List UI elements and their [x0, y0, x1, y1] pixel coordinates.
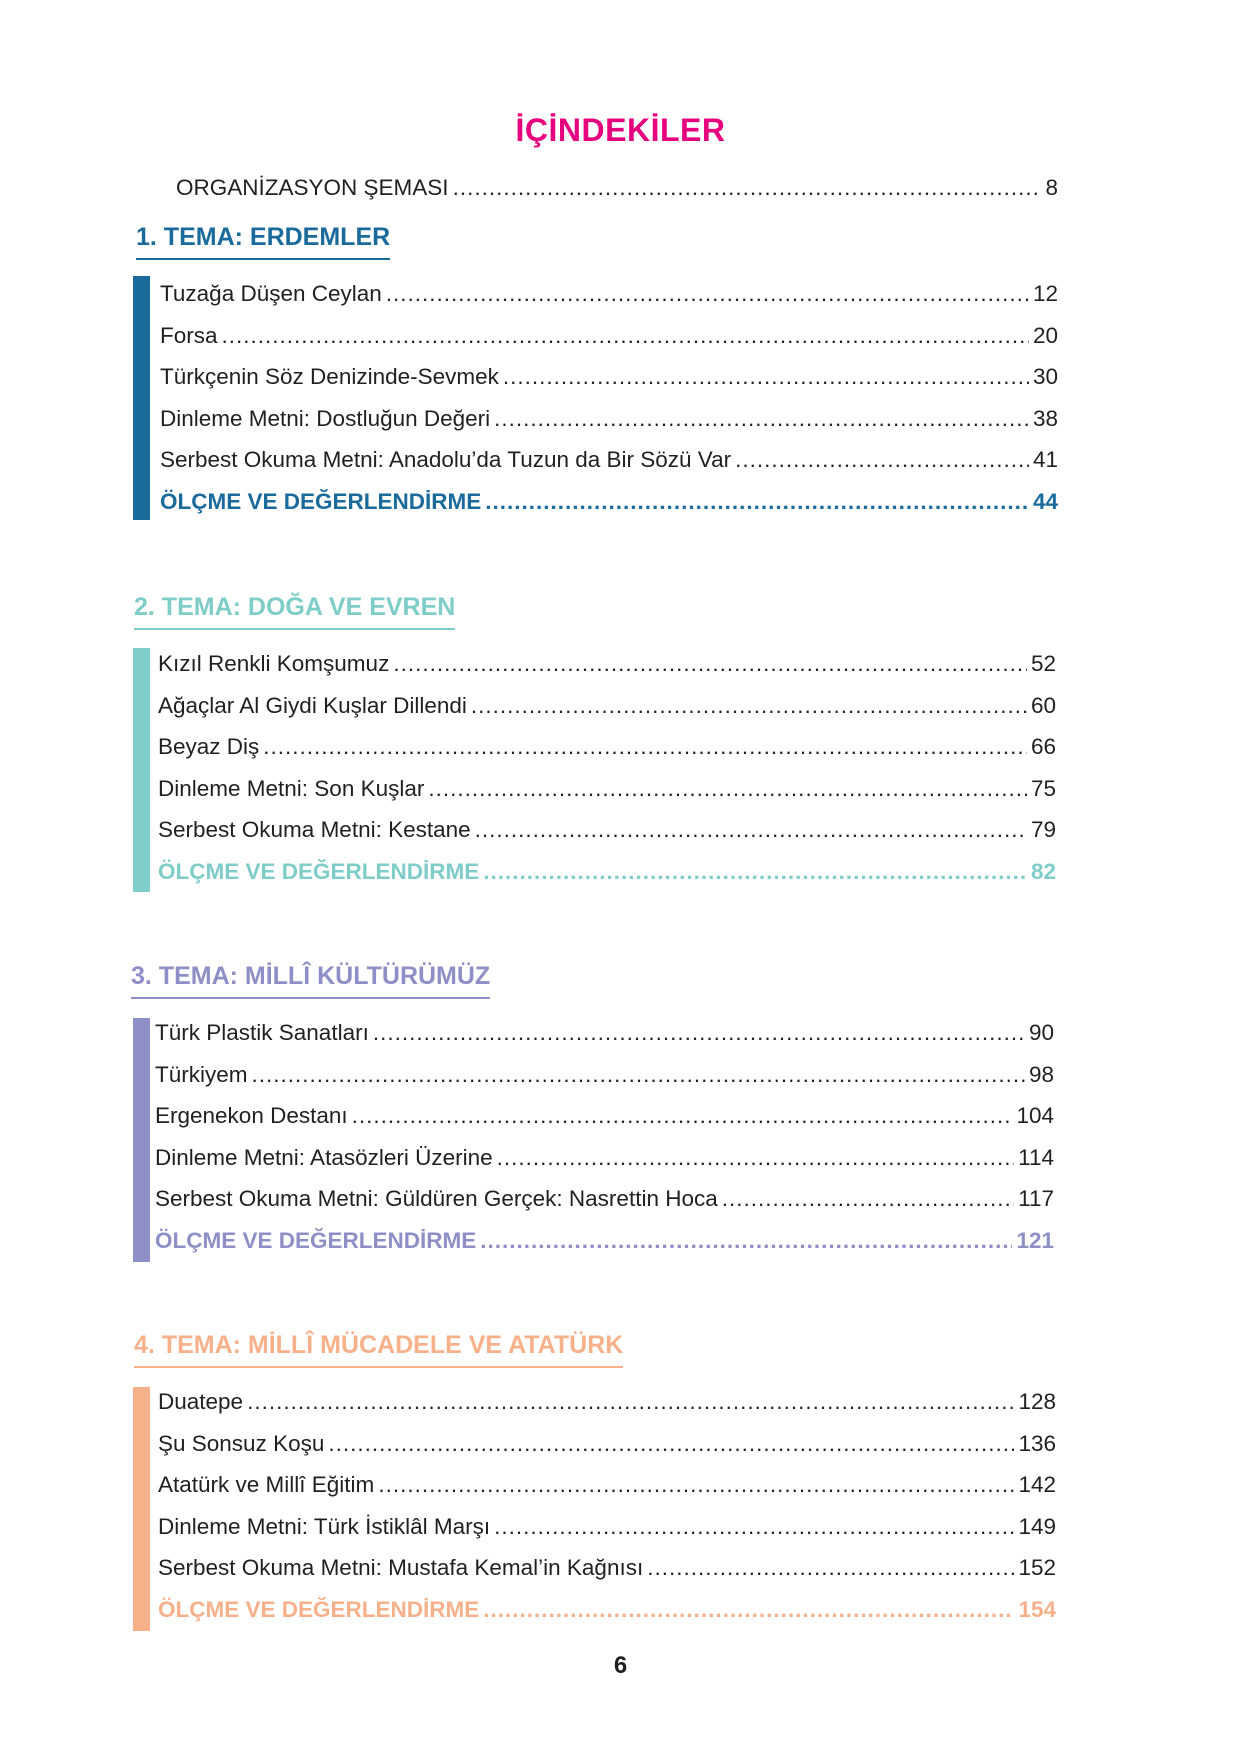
dot-leader: [483, 1595, 1014, 1625]
dot-leader: [494, 404, 1029, 434]
theme-color-bar: [133, 1387, 150, 1631]
toc-entry-label: Dinleme Metni: Son Kuşlar: [158, 775, 425, 801]
toc-entry-page: 117: [1018, 1186, 1054, 1212]
toc-entry-page: 30: [1032, 364, 1058, 390]
toc-entry-page: 142: [1018, 1472, 1056, 1498]
toc-entry-label: Türkçenin Söz Denizinde-Sevmek: [160, 364, 499, 390]
toc-entry[interactable]: [158, 815, 1056, 845]
toc-entry-assessment[interactable]: [160, 487, 1058, 517]
toc-entry-page: 79: [1030, 817, 1056, 843]
toc-entry-page: 154: [1018, 1597, 1056, 1622]
toc-entry-label: Serbest Okuma Metni: Kestane: [158, 817, 471, 843]
dot-leader: [475, 815, 1027, 845]
toc-entry[interactable]: [158, 691, 1056, 721]
theme-heading[interactable]: 4. TEMA: MİLLÎ MÜCADELE VE ATATÜRK: [134, 1331, 623, 1368]
toc-entry-label: Serbest Okuma Metni: Güldüren Gerçek: Nasrettin Hoca: [155, 1186, 718, 1212]
toc-entry-page: 128: [1018, 1389, 1056, 1414]
toc-entry-page: 41: [1032, 447, 1058, 473]
toc-entry-label: Duatepe: [158, 1389, 244, 1414]
dot-leader: [497, 1143, 1014, 1173]
toc-entry-label: Ergenekon Destanı: [155, 1103, 348, 1129]
toc-entry[interactable]: [160, 404, 1058, 434]
toc-entry[interactable]: [160, 445, 1058, 475]
dot-leader: [485, 487, 1029, 517]
toc-entry[interactable]: [158, 774, 1056, 804]
toc-entry-page: 38: [1032, 405, 1058, 431]
toc-entry-page: 136: [1018, 1430, 1056, 1456]
toc-entry[interactable]: [155, 1184, 1054, 1214]
toc-entry-label: Ağaçlar Al Giydi Kuşlar Dillendi: [158, 692, 467, 718]
dot-leader: [483, 857, 1027, 887]
toc-entry-organization[interactable]: [176, 173, 1058, 203]
theme-color-bar: [133, 1018, 150, 1262]
dot-leader: [647, 1553, 1014, 1583]
dot-leader: [735, 445, 1029, 475]
toc-entry-page: 121: [1016, 1228, 1054, 1253]
toc-entry-assessment[interactable]: [158, 1595, 1056, 1625]
toc-entry[interactable]: [160, 279, 1058, 309]
toc-entry-label: ÖLÇME VE DEĞERLENDİRME: [160, 489, 482, 514]
toc-entry[interactable]: [155, 1060, 1054, 1090]
toc-entry-page: 82: [1030, 859, 1056, 884]
theme-heading[interactable]: 1. TEMA: ERDEMLER: [136, 223, 390, 260]
dot-leader: [222, 321, 1029, 351]
toc-entry[interactable]: [158, 1387, 1056, 1417]
toc-entry-label: Türkiyem: [155, 1061, 248, 1087]
toc-entry-page: 104: [1016, 1103, 1054, 1129]
toc-entry-label: Dinleme Metni: Türk İstiklâl Marşı: [158, 1513, 491, 1539]
toc-entry-label: Serbest Okuma Metni: Anadolu’da Tuzun da Bir Sözü Var: [160, 447, 732, 473]
toc-entry-page: 75: [1030, 775, 1056, 801]
dot-leader: [252, 1060, 1025, 1090]
toc-entry-label: ÖLÇME VE DEĞERLENDİRME: [158, 1597, 480, 1622]
toc-entry-label: Atatürk ve Millî Eğitim: [158, 1472, 375, 1498]
toc-entry-label: Tuzağa Düşen Ceylan: [160, 281, 382, 306]
theme-color-bar: [133, 276, 150, 520]
toc-entry-label: Serbest Okuma Metni: Mustafa Kemal’in Kağnısı: [158, 1555, 644, 1581]
toc-entry[interactable]: [158, 732, 1056, 762]
dot-leader: [352, 1101, 1013, 1131]
theme-heading[interactable]: 3. TEMA: MİLLÎ KÜLTÜRÜMÜZ: [131, 962, 490, 999]
toc-entry-page: 66: [1030, 734, 1056, 760]
toc-entry-label: Kızıl Renkli Komşumuz: [158, 651, 390, 676]
toc-entry[interactable]: [158, 649, 1056, 679]
toc-entry-label: ÖLÇME VE DEĞERLENDİRME: [158, 859, 480, 884]
toc-entry-assessment[interactable]: [158, 857, 1056, 887]
dot-leader: [453, 173, 1042, 203]
dot-leader: [722, 1184, 1014, 1214]
toc-entry-page: 44: [1032, 489, 1058, 514]
dot-leader: [263, 732, 1027, 762]
toc-entry[interactable]: [155, 1143, 1054, 1173]
dot-leader: [471, 691, 1027, 721]
dot-leader: [503, 362, 1029, 392]
toc-entry-label: Dinleme Metni: Dostluğun Değeri: [160, 405, 491, 431]
toc-entry-page: 90: [1028, 1020, 1054, 1045]
dot-leader: [428, 774, 1027, 804]
page-number: 6: [613, 1652, 628, 1679]
toc-entry-assessment[interactable]: [155, 1226, 1054, 1256]
dot-leader: [386, 279, 1029, 309]
toc-entry[interactable]: [155, 1018, 1054, 1048]
toc-entry-page: 149: [1018, 1513, 1056, 1539]
toc-entry[interactable]: [160, 362, 1058, 392]
theme-heading[interactable]: 2. TEMA: DOĞA VE EVREN: [134, 593, 455, 630]
page-title: İÇİNDEKİLER: [515, 112, 726, 148]
toc-entry-label: Şu Sonsuz Koşu: [158, 1430, 325, 1456]
toc-entry-page: 152: [1018, 1555, 1056, 1581]
dot-leader: [373, 1018, 1025, 1048]
dot-leader: [494, 1512, 1014, 1542]
toc-entry-label: ORGANİZASYON ŞEMASI: [176, 175, 449, 200]
toc-entry-page: 12: [1032, 281, 1058, 306]
toc-entry-label: Türk Plastik Sanatları: [155, 1020, 369, 1045]
toc-entry-page: 8: [1045, 175, 1058, 200]
toc-entry[interactable]: [158, 1553, 1056, 1583]
toc-entry[interactable]: [155, 1101, 1054, 1131]
dot-leader: [247, 1387, 1014, 1417]
toc-entry[interactable]: [158, 1470, 1056, 1500]
toc-entry-label: Dinleme Metni: Atasözleri Üzerine: [155, 1144, 493, 1170]
dot-leader: [480, 1226, 1012, 1256]
toc-entry[interactable]: [160, 321, 1058, 351]
dot-leader: [378, 1470, 1014, 1500]
dot-leader: [393, 649, 1027, 679]
toc-entry[interactable]: [158, 1512, 1056, 1542]
dot-leader: [328, 1429, 1014, 1459]
toc-entry-label: ÖLÇME VE DEĞERLENDİRME: [155, 1228, 477, 1253]
toc-entry-label: Forsa: [160, 322, 218, 348]
toc-entry-page: 60: [1030, 692, 1056, 718]
toc-entry-page: 52: [1030, 651, 1056, 676]
toc-entry-page: 114: [1018, 1144, 1054, 1170]
theme-color-bar: [133, 648, 150, 892]
toc-entry[interactable]: [158, 1429, 1056, 1459]
toc-entry-page: 98: [1028, 1061, 1054, 1087]
toc-entry-page: 20: [1032, 322, 1058, 348]
toc-entry-label: Beyaz Diş: [158, 734, 260, 760]
